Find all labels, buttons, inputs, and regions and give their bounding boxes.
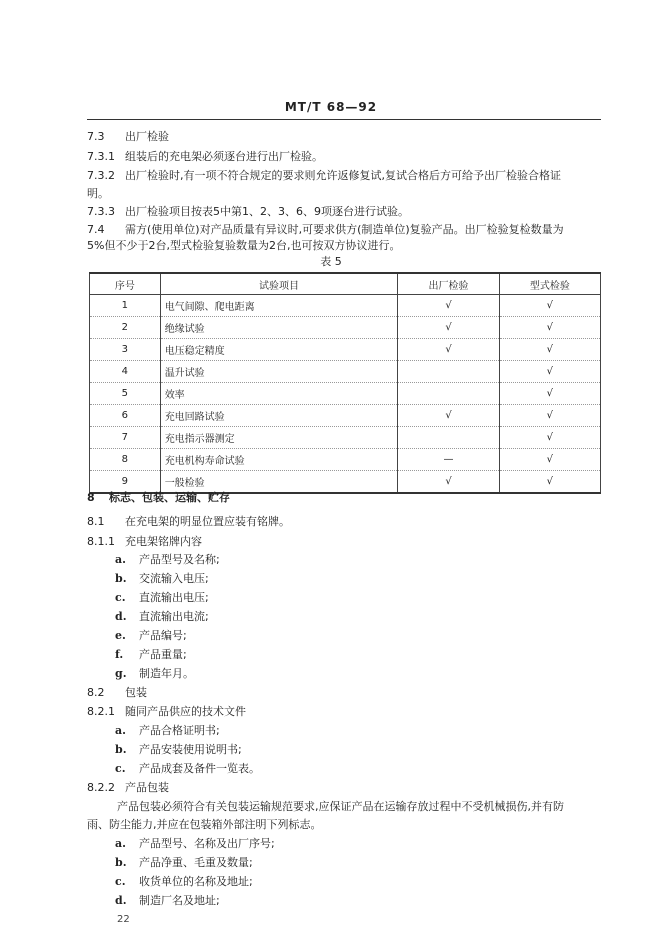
list-item: c. 直流输出电压; [115,591,209,604]
clause-7-3: 7.3 出厂检验 [87,130,169,143]
col-header-no: 序号 [90,273,161,295]
table-row: 7 充电指示器测定 √ [90,427,601,449]
clause-7-4: 7.4 需方(使用单位)对产品质量有异议时,可要求供方(制造单位)复验产品。出厂检验复检数量为 [87,223,564,236]
standard-header: MT/T 68—92 [284,100,378,114]
list-item: e. 产品编号; [115,629,187,642]
clause-8-1-1: 8.1.1 充电架铭牌内容 [87,535,202,548]
list-item: b. 产品安装使用说明书; [115,743,242,756]
list-item: c. 收货单位的名称及地址; [115,875,253,888]
list-item: a. 产品型号、名称及出厂序号; [115,837,275,850]
list-item: c. 产品成套及备件一览表。 [115,762,260,775]
col-header-item: 试验项目 [160,273,398,295]
table-row: 2 绝缘试验 √ √ [90,317,601,339]
table-5 [89,272,601,494]
packing-paragraph-cont: 雨、防尘能力,并应在包装箱外部注明下列标志。 [87,818,322,831]
clause-7-3-1: 7.3.1 组装后的充电架必须逐台进行出厂检验。 [87,150,323,163]
list-item: b. 产品净重、毛重及数量; [115,856,253,869]
table-row: 5 效率 √ [90,383,601,405]
table-caption: 表 5 [320,255,342,268]
table-header-row [90,273,601,295]
table-row: 6 充电回路试验 √ √ [90,405,601,427]
col-header-factory: 出厂检验 [398,273,499,295]
clause-7-3-2-cont: 明。 [87,187,109,200]
packing-paragraph: 产品包装必须符合有关包装运输规范要求,应保证产品在运输存放过程中不受机械损伤,并有防 [117,800,564,813]
col-header-type: 型式检验 [499,273,600,295]
table-row: 3 电压稳定精度 √ √ [90,339,601,361]
header-rule [87,119,601,120]
table-row: 1 电气间隙、爬电距离 √ √ [90,295,601,317]
section-8-title: 8 标志、包装、运输、贮存 [87,491,230,504]
clause-8-2: 8.2 包装 [87,686,147,699]
clause-7-3-2: 7.3.2 出厂检验时,有一项不符合规定的要求则允许返修复试,复试合格后方可给予出厂检验合格证 [87,169,561,182]
table-row: 8 充电机构寿命试验 — √ [90,449,601,471]
clause-8-2-2: 8.2.2 产品包装 [87,781,169,794]
table-row: 4 温升试验 √ [90,361,601,383]
table-row: 9 一般检验 √ √ [90,471,601,494]
clause-8-1: 8.1 在充电架的明显位置应装有铭牌。 [87,515,290,528]
clause-7-4-cont: 5%但不少于2台,型式检验复验数量为2台,也可按双方协议进行。 [87,239,401,252]
clause-8-2-1: 8.2.1 随同产品供应的技术文件 [87,705,246,718]
page-number: 22 [117,914,130,925]
list-item: b. 交流输入电压; [115,572,209,585]
list-item: f. 产品重量; [115,648,187,661]
list-item: a. 产品型号及名称; [115,553,220,566]
list-item: a. 产品合格证明书; [115,724,220,737]
clause-7-3-3: 7.3.3 出厂检验项目按表5中第1、2、3、6、9项逐台进行试验。 [87,205,409,218]
list-item: d. 直流输出电流; [115,610,209,623]
list-item: d. 制造厂名及地址; [115,894,220,907]
list-item: g. 制造年月。 [115,667,194,680]
